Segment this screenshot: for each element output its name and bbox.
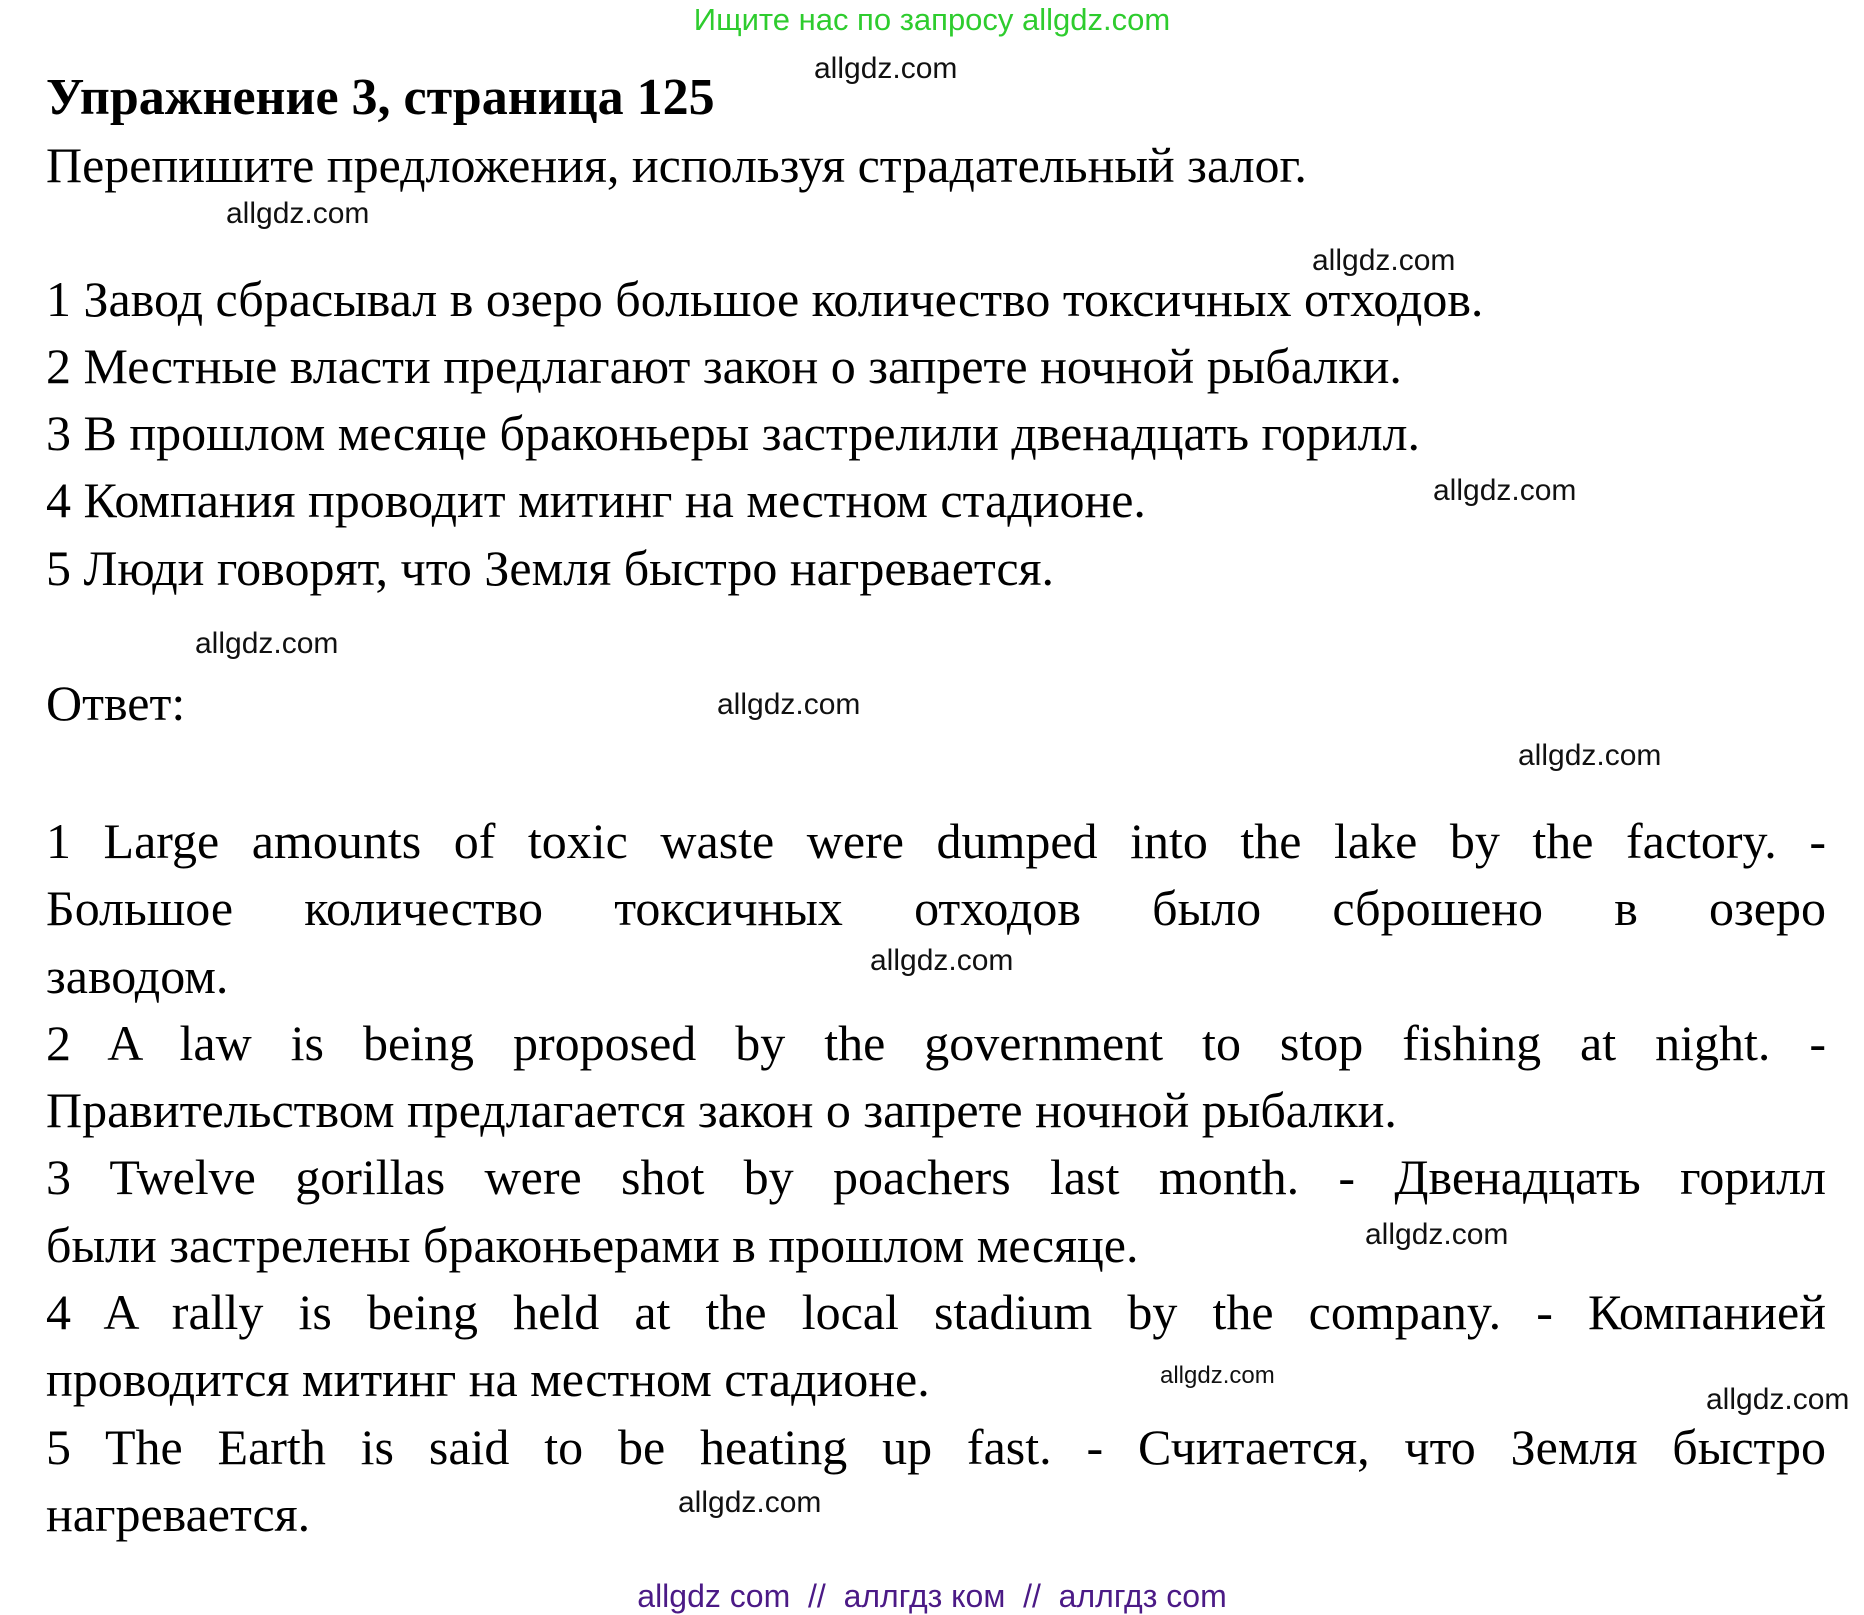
answer-line: Большое количество токсичных отходов было сброшено в озеро bbox=[46, 880, 1826, 937]
watermark: allgdz.com bbox=[226, 197, 370, 230]
exercise-item: 5 Люди говорят, что Земля быстро нагревается. bbox=[46, 540, 1055, 596]
answer-line: 5 The Earth is said to be heating up fast. - Считается, что Земля быстро bbox=[46, 1418, 1826, 1475]
watermark: allgdz.com bbox=[678, 1486, 822, 1519]
watermark: allgdz.com bbox=[195, 627, 339, 660]
watermark: allgdz.com bbox=[1706, 1383, 1850, 1416]
footer-links: allgdz com // аллгдз ком // аллгдз com bbox=[637, 1578, 1227, 1614]
watermark: allgdz.com bbox=[1312, 244, 1456, 277]
exercise-item: 2 Местные власти предлагают закон о запрете ночной рыбалки. bbox=[46, 338, 1402, 394]
answer-line: Правительством предлагается закон о запрете ночной рыбалки. bbox=[46, 1082, 1397, 1139]
watermark: allgdz.com bbox=[1365, 1218, 1509, 1251]
exercise-item: 1 Завод сбрасывал в озеро большое количество токсичных отходов. bbox=[46, 271, 1484, 327]
instruction: Перепишите предложения, используя страдательный залог. bbox=[46, 137, 1307, 193]
answer-line: нагревается. bbox=[46, 1485, 311, 1542]
exercise-item: 3 В прошлом месяце браконьеры застрелили двенадцать горилл. bbox=[46, 405, 1420, 461]
search-banner: Ищите нас по запросу allgdz.com bbox=[693, 2, 1171, 37]
answer-line: 3 Twelve gorillas were shot by poachers last month. - Двенадцать горилл bbox=[46, 1149, 1826, 1206]
answer-text bbox=[46, 808, 1826, 1548]
exercise-item: 4 Компания проводит митинг на местном стадионе. bbox=[46, 472, 1146, 528]
answer-line: 4 A rally is being held at the local stadium by the company. - Компанией bbox=[46, 1284, 1826, 1341]
watermark: allgdz.com bbox=[1433, 474, 1577, 507]
watermark: allgdz.com bbox=[814, 52, 958, 85]
watermark: allgdz.com bbox=[1160, 1362, 1275, 1389]
answer-line: проводится митинг на местном стадионе. bbox=[46, 1351, 930, 1408]
watermark: allgdz.com bbox=[870, 944, 1014, 977]
answer-line: заводом. bbox=[46, 947, 229, 1004]
page-title: Упражнение 3, страница 125 bbox=[46, 69, 715, 126]
watermark: allgdz.com bbox=[1518, 739, 1662, 772]
answer-line: 2 A law is being proposed by the government to stop fishing at night. - bbox=[46, 1014, 1826, 1071]
answer-line: 1 Large amounts of toxic waste were dumped into the lake by the factory. - bbox=[46, 813, 1826, 869]
answer-line: были застрелены браконьерами в прошлом месяце. bbox=[46, 1216, 1139, 1273]
answer-label: Ответ: bbox=[46, 675, 186, 731]
watermark: allgdz.com bbox=[717, 688, 861, 721]
